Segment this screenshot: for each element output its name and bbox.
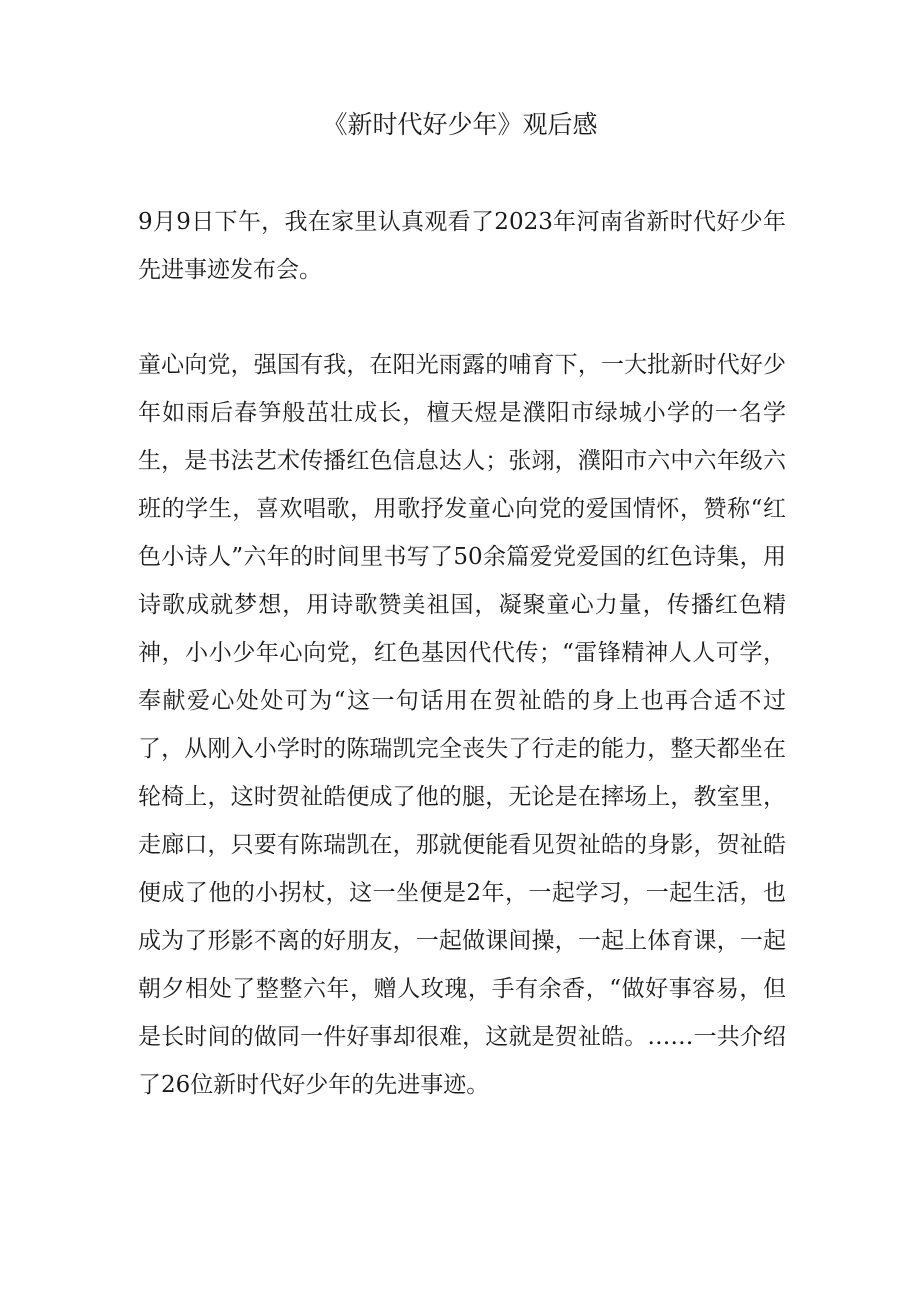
paragraph-body: 童心向党，强国有我，在阳光雨露的哺育下，一大批新时代好少年如雨后春笋般茁壮成长，檀天煜是濮阳市绿城小学的一名学生，是书法艺术传播红色信息达人；张翊，濮阳市六中六年级六班的学生，喜欢唱歌，用歌抒发童心向党的爱国情怀，赞称“红色小诗人”六年的时间里书写了50余篇爱党爱国的红色诗集，用诗歌成就梦想，用诗歌赞美祖国，凝聚童心力量，传播红色精神，小小少年心向党，红色基因代代传；“雷锋精神人人可学，奉献爱心处处可为“这一句话用在贺祉皓的身上也再合适不过了，从刚入小学时的陈瑞凯完全丧失了行走的能力，整天都坐在轮椅上，这时贺祉皓便成了他的腿，无论是在摔场上，教室里，走廊口，只要有陈瑞凯在，那就便能看见贺祉皓的身影，贺祉皓便成了他的小拐杖，这一坐便是2年，一起学习，一起生活，也成为了形影不离的好朋友，一起做课间操，一起上体育课，一起朝夕相处了整整六年，赠人玫瑰，手有余香，“做好事容易，但是长时间的做同一件好事却很难，这就是贺祉皓。……一共介绍了26位新时代好少年的先进事迹。: [138, 352, 786, 1098]
paragraph-intro: 9月9日下午，我在家里认真观看了2023年河南省新时代好少年先进事迹发布会。: [138, 209, 786, 283]
document-title: 《新时代好少年》观后感: [322, 110, 598, 139]
